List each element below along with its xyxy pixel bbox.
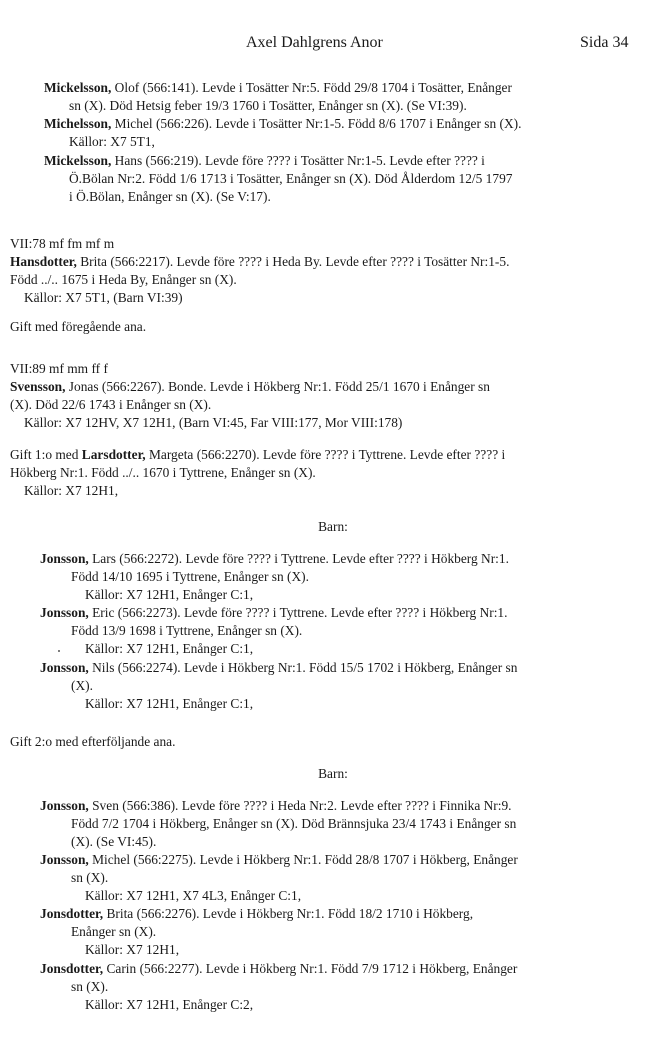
sources-line: Källor: X7 12H1, X7 4L3, Enånger C:1, bbox=[85, 888, 302, 903]
entry-name: Svensson, bbox=[10, 379, 66, 394]
sources-line: Källor: X7 12H1, Enånger C:1, bbox=[85, 696, 254, 711]
entry-name: Mickelsson, bbox=[44, 80, 112, 95]
entry-text: Nils (566:2274). Levde i Hökberg Nr:1. Född 15/5 1702 i Hökberg, Enånger sn bbox=[88, 660, 518, 675]
entry-text: Hans (566:219). Levde före ???? i Tosätter Nr:1-5. Levde efter ???? i bbox=[111, 153, 485, 168]
entry-line bbox=[40, 659, 517, 677]
entry-line bbox=[44, 152, 485, 170]
entry-line: sn (X). bbox=[71, 979, 109, 994]
entry-line bbox=[10, 378, 490, 396]
spouse-name: Larsdotter, bbox=[81, 447, 146, 462]
children-heading: Barn: bbox=[318, 519, 348, 534]
page-header bbox=[0, 34, 666, 56]
entry-text: Sven (566:386). Levde före ???? i Heda Nr:2. Levde efter ???? i Finnika Nr:9. bbox=[88, 798, 512, 813]
entry-name: Jonsdotter, bbox=[40, 906, 104, 921]
sources-line: Källor: X7 12HV, X7 12H1, (Barn VI:45, Far VIII:177, Mor VIII:178) bbox=[24, 415, 403, 430]
entry-line bbox=[44, 79, 512, 97]
entry-line: Enånger sn (X). bbox=[71, 924, 157, 939]
entry-name: Jonsson, bbox=[40, 852, 89, 867]
ancestor-code: VII:89 mf mm ff f bbox=[10, 361, 108, 376]
sources-line: Källor: X7 12H1, bbox=[24, 483, 119, 498]
entry-line: Född 13/9 1698 i Tyttrene, Enånger sn (X). bbox=[71, 623, 303, 638]
entry-line: sn (X). bbox=[71, 870, 109, 885]
marriage-prefix: Gift 1:o med bbox=[10, 447, 82, 462]
entry-name: Hansdotter, bbox=[10, 254, 77, 269]
entry-line bbox=[40, 550, 509, 568]
entry-line: (X). Död 22/6 1743 i Enånger sn (X). bbox=[10, 397, 212, 412]
entry-line: Född 14/10 1695 i Tyttrene, Enånger sn (X). bbox=[71, 569, 309, 584]
entry-text: Carin (566:2277). Levde i Hökberg Nr:1. Född 7/9 1712 i Hökberg, Enånger bbox=[103, 961, 518, 976]
entry-line bbox=[40, 604, 507, 622]
entry-text: Brita (566:2217). Levde före ???? i Heda By. Levde efter ???? i Tosätter Nr:1-5. bbox=[76, 254, 510, 269]
entry-name: Jonsson, bbox=[40, 660, 89, 675]
entry-text: Eric (566:2273). Levde före ???? i Tyttrene. Levde efter ???? i Hökberg Nr:1. bbox=[88, 605, 508, 620]
page-number: Sida 34 bbox=[580, 34, 629, 51]
marriage-line: Gift 2:o med efterföljande ana. bbox=[10, 734, 176, 749]
entry-text: Margeta (566:2270). Levde före ???? i Tyttrene. Levde efter ???? i bbox=[145, 447, 506, 462]
entry-line: Född 7/2 1704 i Hökberg, Enånger sn (X). Död Brännsjuka 23/4 1743 i Enånger sn bbox=[71, 816, 517, 831]
entry-text: Brita (566:2276). Levde i Hökberg Nr:1. Född 18/2 1710 i Hökberg, bbox=[103, 906, 474, 921]
entry-line: i Ö.Bölan, Enånger sn (X). (Se V:17). bbox=[69, 189, 271, 204]
entry-text: Olof (566:141). Levde i Tosätter Nr:5. Född 29/8 1704 i Tosätter, Enånger bbox=[111, 80, 512, 95]
entry-line: Hökberg Nr:1. Född ../.. 1670 i Tyttrene, Enånger sn (X). bbox=[10, 465, 316, 480]
children-heading: Barn: bbox=[318, 766, 348, 781]
scan-speck bbox=[58, 650, 60, 652]
sources-line: Källor: X7 12H1, Enånger C:1, bbox=[85, 641, 254, 656]
entry-line bbox=[40, 797, 512, 815]
entry-line: Ö.Bölan Nr:2. Född 1/6 1713 i Tosätter, Enånger sn (X). Död Ålderdom 12/5 1797 bbox=[69, 171, 513, 186]
entry-text: Michel (566:2275). Levde i Hökberg Nr:1. Född 28/8 1707 i Hökberg, Enånger bbox=[88, 852, 518, 867]
sources-line: Källor: X7 5T1, bbox=[69, 134, 155, 149]
entry-line bbox=[10, 253, 509, 271]
sources-line: Källor: X7 12H1, Enånger C:1, bbox=[85, 587, 254, 602]
entry-text: Lars (566:2272). Levde före ???? i Tyttrene. Levde efter ???? i Hökberg Nr:1. bbox=[88, 551, 509, 566]
entry-name: Jonsson, bbox=[40, 798, 89, 813]
entry-line bbox=[40, 905, 473, 923]
document-title: Axel Dahlgrens Anor bbox=[246, 34, 383, 51]
entry-line: Född ../.. 1675 i Heda By, Enånger sn (X). bbox=[10, 272, 237, 287]
ancestor-code: VII:78 mf fm mf m bbox=[10, 236, 115, 251]
entry-name: Mickelsson, bbox=[44, 153, 112, 168]
sources-line: Källor: X7 12H1, bbox=[85, 942, 180, 957]
entry-line bbox=[40, 851, 518, 869]
sources-line: Källor: X7 5T1, (Barn VI:39) bbox=[24, 290, 183, 305]
marriage-line bbox=[10, 446, 505, 464]
entry-text: Jonas (566:2267). Bonde. Levde i Hökberg Nr:1. Född 25/1 1670 i Enånger sn bbox=[65, 379, 490, 394]
entry-line: (X). bbox=[71, 678, 93, 693]
entry-name: Jonsdotter, bbox=[40, 961, 104, 976]
marriage-line: Gift med föregående ana. bbox=[10, 319, 147, 334]
entry-name: Jonsson, bbox=[40, 605, 89, 620]
entry-line bbox=[40, 960, 517, 978]
entry-name: Michelsson, bbox=[44, 116, 112, 131]
entry-line: (X). (Se VI:45). bbox=[71, 834, 157, 849]
entry-text: Michel (566:226). Levde i Tosätter Nr:1-5. Född 8/6 1707 i Enånger sn (X). bbox=[111, 116, 522, 131]
entry-line: sn (X). Död Hetsig feber 19/3 1760 i Tosätter, Enånger sn (X). (Se VI:39). bbox=[69, 98, 467, 113]
sources-line: Källor: X7 12H1, Enånger C:2, bbox=[85, 997, 254, 1012]
entry-name: Jonsson, bbox=[40, 551, 89, 566]
entry-line bbox=[44, 115, 521, 133]
